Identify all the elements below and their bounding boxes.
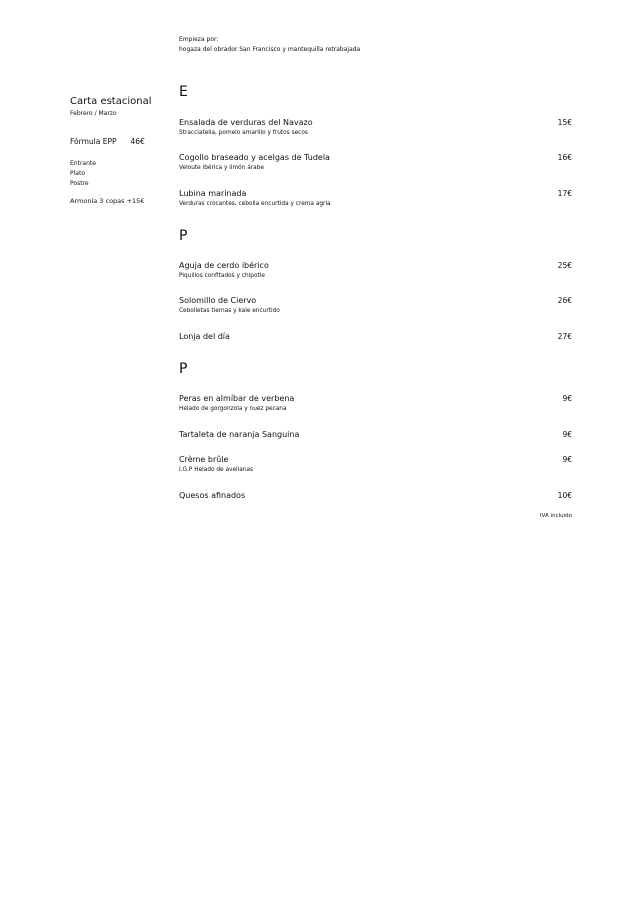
- item-price: 25€: [557, 261, 572, 270]
- menu-title: Carta estacional: [70, 96, 152, 107]
- item-description: Helado de gorgonzola y nuez pecana: [179, 406, 287, 412]
- item-name: Tartaleta de naranja Sanguina: [179, 430, 300, 439]
- item-name: Aguja de cerdo ibérico: [179, 261, 269, 270]
- item-price: 9€: [562, 455, 572, 464]
- item-description: Veloute ibérica y limón árabe: [179, 165, 264, 171]
- formula-price: 46€: [130, 137, 145, 146]
- item-price: 10€: [557, 491, 572, 500]
- intro: [179, 35, 360, 55]
- menu-item: [179, 260, 572, 281]
- item-description: Cebolletas tiernas y kale encurtido: [179, 308, 280, 314]
- sidebar: [70, 95, 160, 206]
- item-price: 15€: [557, 118, 572, 127]
- item-price: 16€: [557, 153, 572, 162]
- item-description: Verduras crocantes, cebolla encurtida y crema agria: [179, 201, 331, 207]
- section-letter: P: [179, 361, 188, 377]
- item-price: 26€: [557, 296, 572, 305]
- item-description: Piquillos confitados y chipotle: [179, 273, 265, 279]
- item-name: Lubina marinada: [179, 189, 247, 198]
- item-name: Cogollo braseado y acelgas de Tudela: [179, 153, 330, 162]
- item-price: 17€: [557, 189, 572, 198]
- course-item: Entrante: [70, 160, 96, 167]
- menu-item: [179, 331, 572, 342]
- section-letter: E: [179, 84, 188, 100]
- intro-text: hogaza del obrador San Francisco y mantequilla retrabajada: [179, 46, 361, 53]
- item-description: Stracciatella, pomelo amarillo y frutos secos: [179, 130, 308, 136]
- menu-item: [179, 490, 572, 501]
- menu-item: [179, 429, 572, 440]
- item-description: I.G.P Helado de avellanas: [179, 467, 254, 473]
- intro-label: Empieza por:: [179, 36, 219, 43]
- formula: [70, 137, 160, 147]
- tax-note: IVA incluido: [540, 513, 572, 519]
- item-name: Ensalada de verduras del Navazo: [179, 118, 313, 127]
- menu-item: [179, 393, 572, 414]
- menu-item: [179, 152, 572, 173]
- menu-item: [179, 295, 572, 316]
- item-name: Lonja del día: [179, 332, 230, 341]
- menu-item: [179, 188, 572, 209]
- menu-item: [179, 454, 572, 475]
- item-name: Crème brûle: [179, 455, 229, 464]
- formula-label: Fórmula EPP: [70, 137, 117, 146]
- wine-pairing: Armonía 3 copas +15€: [70, 197, 145, 205]
- item-price: 27€: [557, 332, 572, 341]
- section-letter: P: [179, 228, 188, 244]
- item-name: Quesos afinados: [179, 491, 246, 500]
- course-item: Postre: [70, 180, 89, 187]
- menu-dates: Febrero / Marzo: [70, 110, 117, 117]
- item-name: Peras en almíbar de verbena: [179, 394, 295, 403]
- item-price: 9€: [562, 430, 572, 439]
- item-price: 9€: [562, 394, 572, 403]
- item-name: Solomillo de Ciervo: [179, 296, 257, 305]
- menu-item: [179, 117, 572, 138]
- formula-courses: [70, 159, 160, 189]
- course-item: Plato: [70, 170, 85, 177]
